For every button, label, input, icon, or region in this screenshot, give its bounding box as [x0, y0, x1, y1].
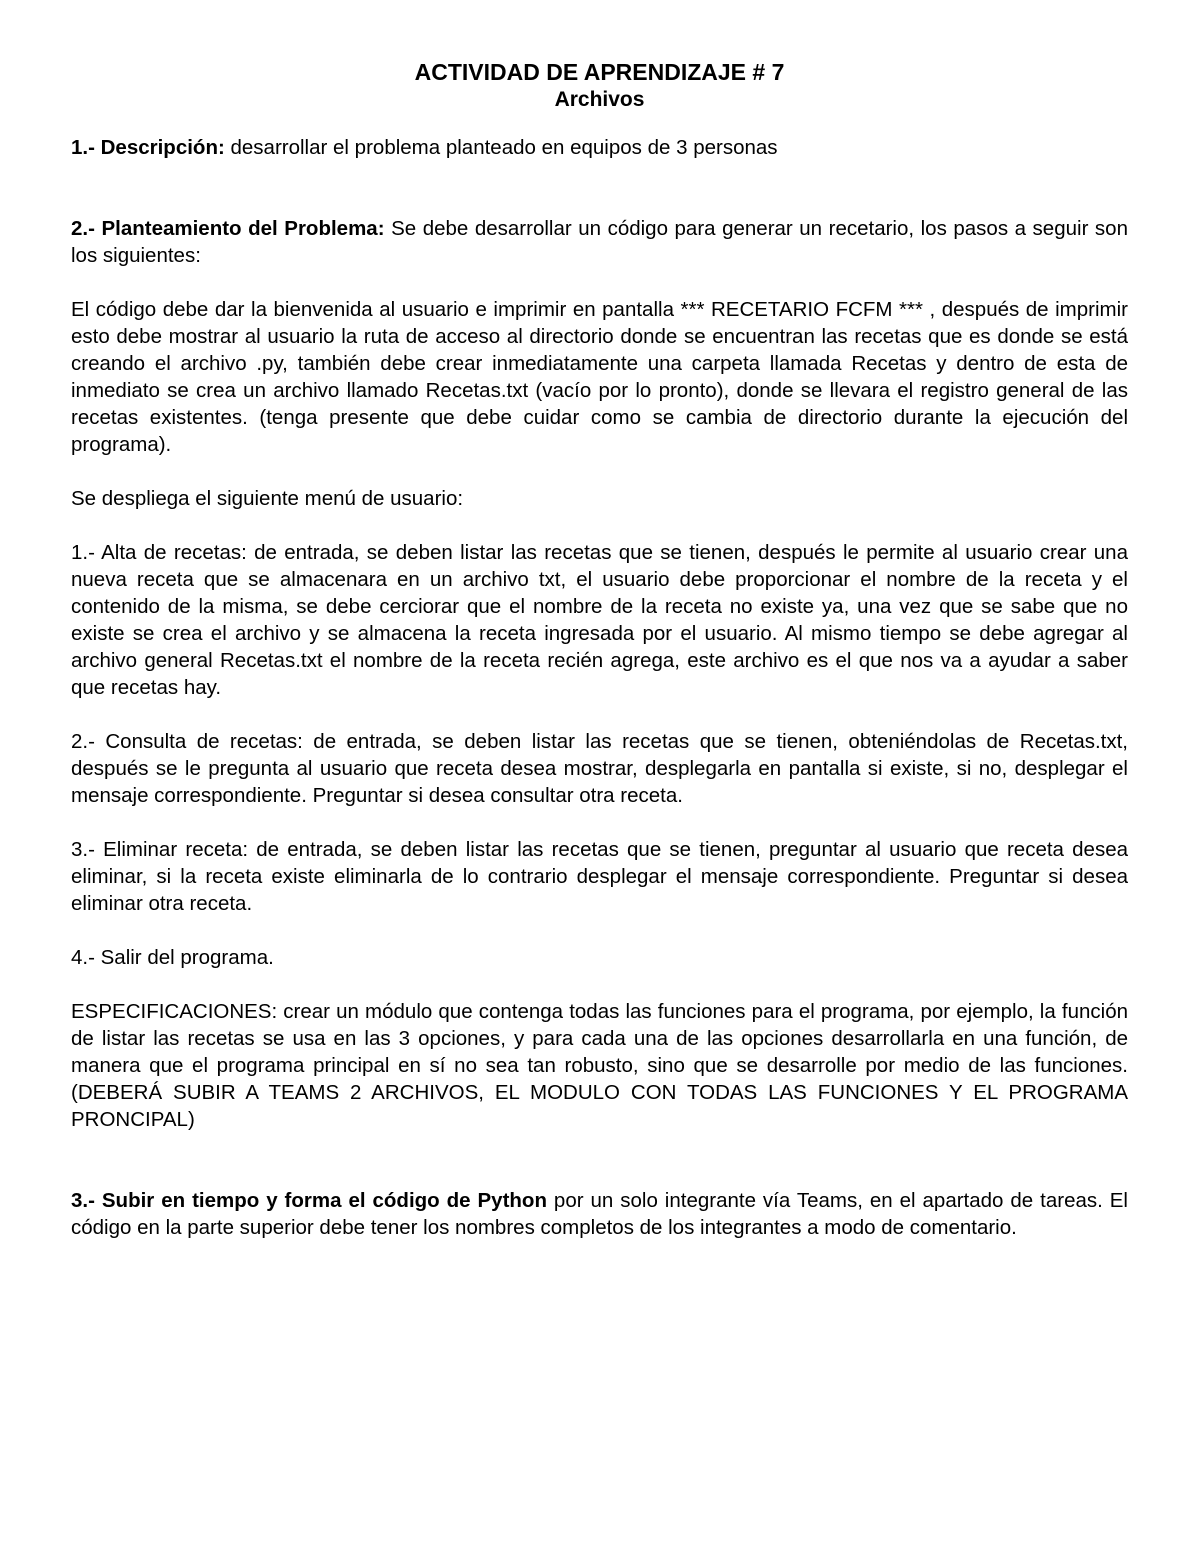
document-title: ACTIVIDAD DE APRENDIZAJE # 7 [414, 59, 785, 85]
spacer [71, 971, 1128, 998]
section-3-text: por un solo integrante vía Teams, en el apartado de tareas. El código en la parte superior debe tener los nombres completos de los integrantes a modo de comentario. [71, 1189, 1128, 1239]
section-2-problem [71, 215, 1128, 269]
section-2-label: 2.- Planteamiento del Problema: [71, 217, 385, 240]
spacer [71, 701, 1128, 728]
spacer [71, 512, 1128, 539]
menu-option-2: 2.- Consulta de recetas: de entrada, se deben listar las recetas que se tienen, obteniéndolas de Recetas.txt, después se le pregunta al usuario que receta desea mostrar, desplegarla en pantalla si existe, si no, desplegar el mensaje correspondiente. Preguntar si desea consultar otra receta. [71, 730, 1128, 807]
section-3-submission [71, 1187, 1128, 1241]
menu-option-4: 4.- Salir del programa. [71, 946, 274, 969]
spacer [71, 161, 1128, 215]
specifications: ESPECIFICACIONES: crear un módulo que contenga todas las funciones para el programa, por ejemplo, la función de listar las recetas se usa en las 3 opciones, y para cada una de las opciones desarrollarla en una función, de manera que el programa principal en sí no sea tan robusto, sino que se desarrolle por medio de las funciones. (DEBERÁ SUBIR A TEAMS 2 ARCHIVOS, EL MODULO CON TODAS LAS FUNCIONES Y EL PROGRAMA PRONCIPAL) [71, 1000, 1128, 1131]
spacer [71, 269, 1128, 296]
document-subtitle: Archivos [554, 88, 645, 111]
menu-intro: Se despliega el siguiente menú de usuario: [71, 487, 464, 510]
document-page [71, 58, 1128, 1241]
section-2-text: Se debe desarrollar un código para generar un recetario, los pasos a seguir son los siguientes: [71, 217, 1128, 267]
spacer [71, 809, 1128, 836]
menu-option-3: 3.- Eliminar receta: de entrada, se deben listar las recetas que se tienen, preguntar al usuario que receta desea eliminar, si la receta existe eliminarla de lo contrario desplegar el mensaje correspondiente. Preguntar si desea eliminar otra receta. [71, 838, 1128, 915]
spacer [71, 917, 1128, 944]
section-2-intro: El código debe dar la bienvenida al usuario e imprimir en pantalla *** RECETARIO FCFM *** , después de imprimir esto debe mostrar al usuario la ruta de acceso al directorio donde se encuentran las recetas que es donde se está creando el archivo .py, también debe crear inmediatamente una carpeta llamada Recetas y dentro de esta de inmediato se crea un archivo llamado Recetas.txt (vacío por lo pronto), donde se llevara el registro general de las recetas existentes. (tenga presente que debe cuidar como se cambia de directorio durante la ejecución del programa). [71, 298, 1128, 456]
menu-option-1: 1.- Alta de recetas: de entrada, se deben listar las recetas que se tienen, después le permite al usuario crear una nueva receta que se almacenara en un archivo txt, el usuario debe proporcionar el nombre de la receta y el contenido de la misma, se debe cerciorar que el nombre de la receta no existe ya, una vez que se sabe que no existe se crea el archivo y se almacena la receta ingresada por el usuario. Al mismo tiempo se debe agregar al archivo general Recetas.txt el nombre de la receta recién agrega, este archivo es el que nos va a ayudar a saber que recetas hay. [71, 541, 1128, 699]
spacer [71, 458, 1128, 485]
section-1-description [71, 134, 1128, 161]
spacer [71, 1133, 1128, 1187]
section-1-label: 1.- Descripción: [71, 136, 225, 159]
section-3-label: 3.- Subir en tiempo y forma el código de Python [71, 1189, 547, 1212]
section-1-text: desarrollar el problema planteado en equipos de 3 personas [224, 136, 778, 159]
